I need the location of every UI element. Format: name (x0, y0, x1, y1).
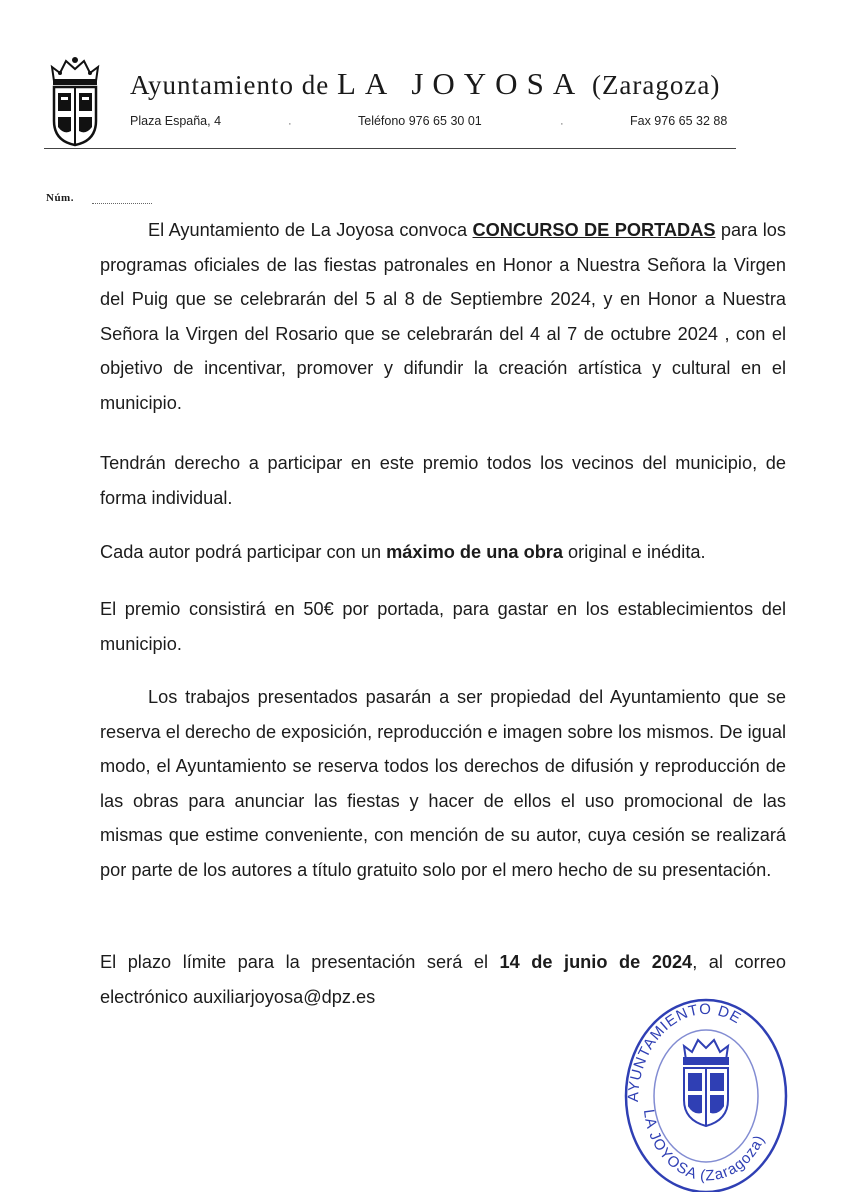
paragraph-3 (100, 535, 786, 570)
stamp-top-text: AYUNTAMIENTO DE (624, 1000, 745, 1103)
reference-number-label: Núm. (46, 192, 74, 204)
paragraph-4: El premio consistirá en 50€ por portada, para gastar en los establecimientos del municipio. (100, 599, 786, 654)
p1-rest: para los programas oficiales de las fiestas patronales en Honor a Nuestra Señora la Virgen del Puig que se celebrarán del 5 al 8 de Septiembre 2024, y en Honor a Nuestra Señora la Virgen del Rosario que se celebrarán del 4 al 7 de octubre 2024 , con el objetivo de incentivar, promover y difundir la creación artística y cultural en el municipio. (100, 220, 786, 413)
header-separator: · (288, 118, 292, 130)
contest-title: CONCURSO DE PORTADAS (472, 220, 716, 240)
header-divider (44, 148, 736, 149)
stamp-bottom-text: LA JOYOSA (Zaragoza) (639, 1108, 769, 1185)
paragraph-2: Tendrán derecho a participar en este premio todos los vecinos del municipio, de forma individual. (100, 453, 786, 508)
official-stamp (620, 990, 792, 1192)
org-prefix: Ayuntamiento de (130, 70, 330, 100)
header-separator: · (560, 118, 564, 130)
header-phone: Teléfono 976 65 30 01 (358, 114, 482, 128)
stamp-crest-icon (684, 1040, 728, 1126)
header-address: Plaza España, 4 (130, 114, 222, 128)
p1-intro: El Ayuntamiento de La Joyosa convoca (148, 220, 473, 240)
municipal-crest-icon (46, 55, 104, 147)
paragraph-5: Los trabajos presentados pasarán a ser propiedad del Ayuntamiento que se reserva el derecho de exposición, reproducción e imagen sobre los mismos. De igual modo, el Ayuntamiento se reserva todos los derechos de difusión y reproducción de las obras para anunciar las fiestas y hacer de ellos el uso promocional de las mismas que estime conveniente, con mención de su autor, cuya cesión se realizará por parte de los autores a título gratuito solo por el mero hecho de su presentación. (100, 687, 786, 880)
deadline-date: 14 de junio de 2024 (499, 952, 693, 972)
p3-rest: original e inédita. (563, 542, 706, 562)
header-fax: Fax 976 65 32 88 (630, 114, 728, 128)
org-name: LA JOYOSA (336, 66, 585, 101)
organization-title (130, 66, 720, 102)
p6-rest: , al correo electrónico auxiliarjoyosa@dpz.es (100, 952, 786, 1007)
p6-intro: El plazo límite para la presentación será el (100, 952, 500, 972)
p3-intro: Cada autor podrá participar con un (100, 542, 387, 562)
p3-bold: máximo de una obra (386, 542, 563, 562)
paragraph-1 (100, 213, 786, 420)
org-province: (Zaragoza) (591, 70, 721, 100)
reference-number-line (92, 203, 152, 204)
